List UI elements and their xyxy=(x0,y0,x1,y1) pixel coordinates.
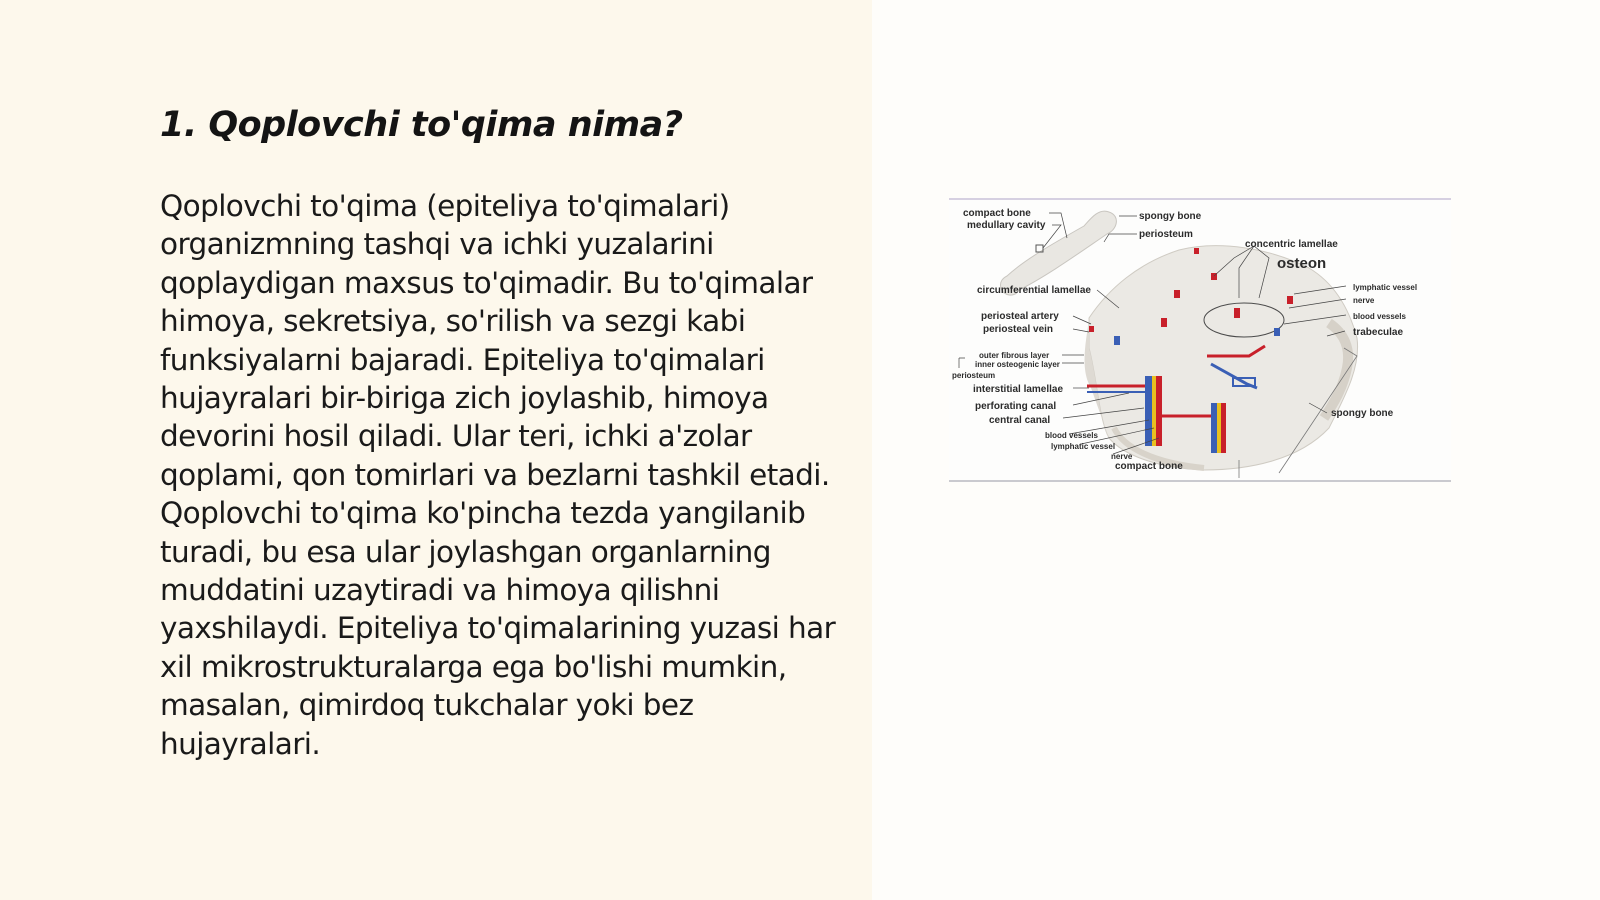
label-perforating-canal: perforating canal xyxy=(975,401,1057,412)
label-central-canal: central canal xyxy=(989,415,1051,426)
label-trabeculae: trabeculae xyxy=(1353,327,1404,338)
label-compact-bone-top: compact bone xyxy=(963,208,1031,219)
label-circumferential-lamellae: circumferential lamellae xyxy=(977,285,1091,296)
bone-structure-diagram xyxy=(949,198,1451,482)
label-lymphatic-vessel-bottom: lymphatic vessel xyxy=(1051,442,1116,451)
label-spongy-bone-top: spongy bone xyxy=(1139,211,1202,222)
label-concentric-lamellae: concentric lamellae xyxy=(1245,239,1338,250)
label-spongy-bone-right: spongy bone xyxy=(1331,408,1394,419)
label-nerve-right: nerve xyxy=(1353,296,1375,305)
label-blood-vessels-right: blood vessels xyxy=(1353,312,1406,321)
label-periosteum-left: periosteum xyxy=(952,371,996,380)
bone-tissue-block xyxy=(1085,246,1358,478)
label-inner-osteogenic-layer: inner osteogenic layer xyxy=(975,360,1060,369)
label-compact-bone-bottom: compact bone xyxy=(1115,461,1183,472)
label-outer-fibrous-layer: outer fibrous layer xyxy=(979,351,1050,360)
label-medullary-cavity: medullary cavity xyxy=(967,220,1046,231)
label-blood-vessels-bottom: blood vessels xyxy=(1045,431,1098,440)
label-nerve-bottom: nerve xyxy=(1111,452,1133,461)
label-periosteal-artery: periosteal artery xyxy=(981,311,1059,322)
slide-title: 1. Qoplovchi to'qima nima? xyxy=(160,105,683,145)
label-periosteal-vein: periosteal vein xyxy=(983,324,1054,335)
bone-diagram-svg xyxy=(949,198,1451,482)
label-periosteum-top: periosteum xyxy=(1139,229,1193,240)
slide-body-text: Qoplovchi to'qima (epiteliya to'qimalari) organizmning tashqi va ichki yuzalarini qoplaydigan maxsus to'qimadir. Bu to'qimalar himoya, sekretsiya, so'rilish va sezgi kabi funksiyalarni bajaradi. Epiteliya to'qimalari hujayralari bir-biriga zich joylashib, himoya devorini hosil qiladi. Ular teri, ichki a'zolar qoplami, qon tomirlari va bezlarni tashkil etadi. Qoplovchi to'qima ko'pincha tezda yangilanib turadi, bu esa ular joylashgan organlarning muddatini uzaytiradi va himoya qilishni yaxshilaydi. Epiteliya to'qimalarining yuzasi har xil mikrostrukturalarga ega bo'lishi mumkin, masalan, qimirdoq tukchalar yoki bez hujayralari. xyxy=(160,189,836,761)
label-osteon: osteon xyxy=(1277,255,1327,272)
label-lymphatic-vessel-right: lymphatic vessel xyxy=(1353,283,1418,292)
label-interstitial-lamellae: interstitial lamellae xyxy=(973,384,1064,395)
